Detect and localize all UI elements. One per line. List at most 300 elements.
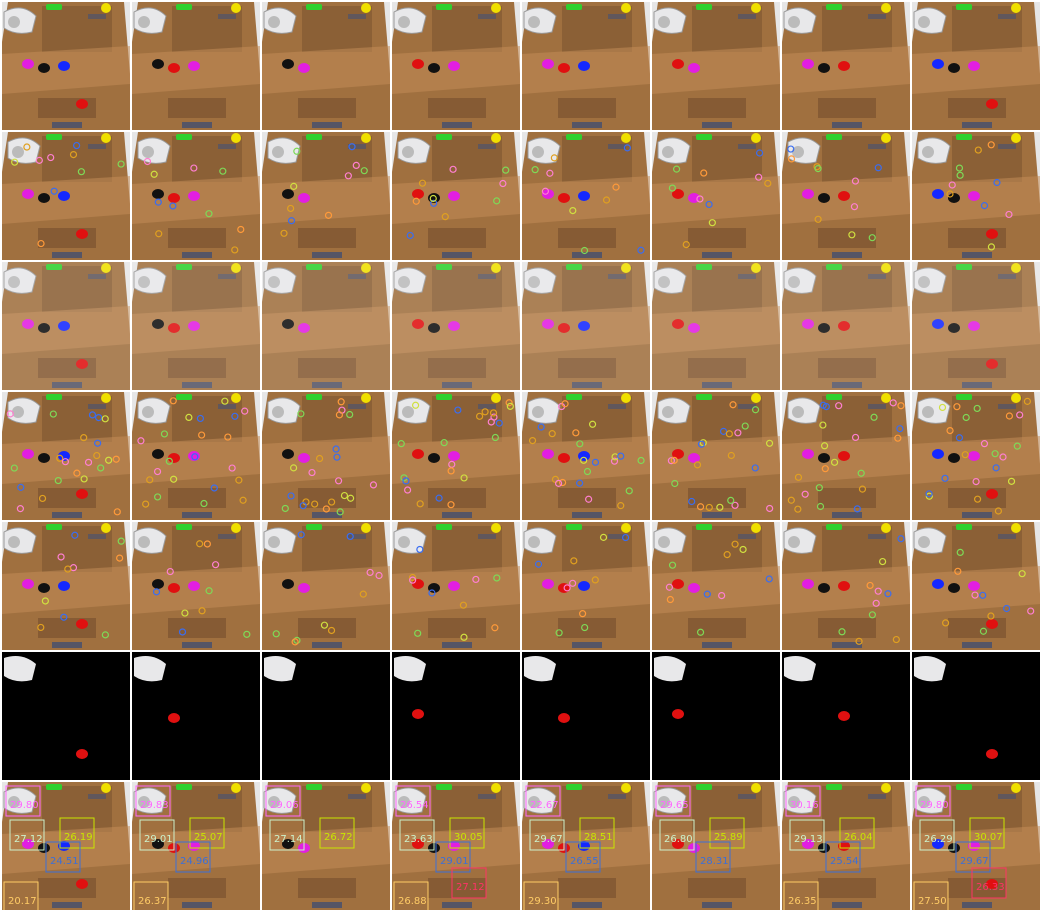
shelf-back <box>172 786 242 832</box>
shelf-handle <box>998 144 1016 149</box>
grid-tile <box>392 392 520 520</box>
black-object <box>282 189 294 199</box>
grid-tile <box>782 652 910 780</box>
grid-tile <box>132 262 260 390</box>
drawer <box>688 228 746 248</box>
magenta-object <box>802 449 814 459</box>
grid-tile <box>132 782 260 910</box>
magenta-object <box>448 451 460 461</box>
shelf-handle <box>738 794 756 799</box>
drawer <box>168 488 226 508</box>
robot-joint <box>398 536 410 548</box>
drawer <box>818 228 876 248</box>
magenta-object <box>802 189 814 199</box>
black-object <box>282 59 294 69</box>
blue-object <box>932 579 944 589</box>
robot-joint <box>658 16 670 28</box>
yellow-ball <box>491 523 501 533</box>
shelf-back <box>822 786 892 832</box>
robot-joint <box>8 536 20 548</box>
yellow-ball <box>231 783 241 793</box>
robot-joint <box>402 406 414 418</box>
grid-tile <box>392 522 520 650</box>
robot-joint <box>142 406 154 418</box>
shelf-back <box>42 6 112 52</box>
shelf-handle <box>218 534 236 539</box>
drawer-handle <box>312 252 342 258</box>
grid-tile <box>522 392 650 520</box>
green-marker <box>436 4 452 10</box>
green-marker <box>46 394 62 400</box>
drawer <box>168 228 226 248</box>
box-score-label: 29.67 <box>534 834 563 845</box>
drawer-handle <box>962 642 992 648</box>
shelf-handle <box>868 794 886 799</box>
grid-tile <box>262 392 390 520</box>
tile-image <box>392 262 520 390</box>
shelf-back <box>692 786 762 832</box>
drawer <box>38 98 96 118</box>
tile-image <box>912 392 1040 520</box>
grid-tile <box>782 782 910 910</box>
yellow-ball <box>491 3 501 13</box>
yellow-ball <box>751 523 761 533</box>
yellow-ball <box>361 783 371 793</box>
red-object <box>558 453 570 463</box>
tile-image <box>652 392 780 520</box>
black-object <box>38 453 50 463</box>
tile-image <box>652 652 780 780</box>
green-marker <box>956 394 972 400</box>
red-object <box>168 583 180 593</box>
drawer-handle <box>312 642 342 648</box>
drawer <box>38 488 96 508</box>
yellow-ball <box>361 393 371 403</box>
yellow-ball <box>101 393 111 403</box>
green-marker <box>436 134 452 140</box>
black-object <box>282 579 294 589</box>
tile-image <box>392 2 520 130</box>
green-marker <box>826 394 842 400</box>
grid-tile <box>392 132 520 260</box>
robot-joint <box>272 146 284 158</box>
box-score-label: 25.89 <box>714 832 743 843</box>
drawer-handle <box>312 902 342 908</box>
yellow-ball <box>101 783 111 793</box>
grid-tile <box>782 522 910 650</box>
drawer <box>558 228 616 248</box>
shelf-handle <box>88 404 106 409</box>
tile-image <box>262 262 390 390</box>
grid-tile <box>652 262 780 390</box>
robot-joint <box>788 16 800 28</box>
shelf-back <box>302 6 372 52</box>
drawer-handle <box>962 902 992 908</box>
yellow-ball <box>751 393 761 403</box>
black-object <box>818 193 830 203</box>
drawer <box>298 878 356 898</box>
drawer <box>38 878 96 898</box>
box-score-label: 30.05 <box>454 832 483 843</box>
shelf-handle <box>738 14 756 19</box>
grid-tile <box>2 132 130 260</box>
yellow-ball <box>101 133 111 143</box>
robot-joint <box>662 146 674 158</box>
red-object <box>168 63 180 73</box>
tile-image <box>262 132 390 260</box>
drawer-handle <box>702 512 732 518</box>
green-marker <box>176 394 192 400</box>
drawer-handle <box>702 902 732 908</box>
grid-tile <box>652 2 780 130</box>
shelf-handle <box>478 794 496 799</box>
tile-image <box>912 132 1040 260</box>
drawer-handle <box>962 252 992 258</box>
shelf-back <box>822 526 892 572</box>
green-marker <box>696 134 712 140</box>
box-score-label: 27.12 <box>456 882 485 893</box>
shelf-handle <box>348 144 366 149</box>
robot-joint <box>662 406 674 418</box>
drawer-handle <box>182 642 212 648</box>
red-object <box>672 709 684 719</box>
shelf-handle <box>348 404 366 409</box>
drawer <box>298 618 356 638</box>
blue-object <box>578 61 590 71</box>
render-overlay <box>2 262 130 390</box>
green-marker <box>306 4 322 10</box>
render-overlay <box>132 262 260 390</box>
grid-tile <box>132 132 260 260</box>
yellow-ball <box>1011 393 1021 403</box>
magenta-object <box>22 579 34 589</box>
grid-tile <box>132 2 260 130</box>
red-object <box>412 189 424 199</box>
robot-joint <box>8 16 20 28</box>
blue-object <box>58 191 70 201</box>
robot-joint <box>138 536 150 548</box>
blue-object <box>932 449 944 459</box>
yellow-ball <box>751 133 761 143</box>
green-marker <box>306 134 322 140</box>
drawer-handle <box>442 252 472 258</box>
grid-tile <box>782 262 910 390</box>
box-score-label: 30.16 <box>790 800 819 811</box>
drawer-handle <box>702 642 732 648</box>
shelf-back <box>172 396 242 442</box>
green-marker <box>46 784 62 790</box>
tile-image <box>392 392 520 520</box>
magenta-object <box>542 59 554 69</box>
tile-image <box>2 262 130 390</box>
drawer <box>168 618 226 638</box>
yellow-ball <box>881 133 891 143</box>
grid-tile <box>652 392 780 520</box>
drawer-handle <box>962 122 992 128</box>
tile-image <box>132 392 260 520</box>
yellow-ball <box>621 393 631 403</box>
render-overlay <box>392 262 520 390</box>
shelf-back <box>172 136 242 182</box>
drawer-handle <box>182 122 212 128</box>
black-object <box>818 583 830 593</box>
red-object <box>412 449 424 459</box>
magenta-object <box>448 581 460 591</box>
green-marker <box>46 134 62 140</box>
red-object <box>168 193 180 203</box>
drawer <box>818 98 876 118</box>
green-marker <box>436 784 452 790</box>
shelf-back <box>952 396 1022 442</box>
drawer <box>298 98 356 118</box>
red-object <box>672 59 684 69</box>
red-object <box>76 879 88 889</box>
shelf-handle <box>868 144 886 149</box>
tile-image <box>782 132 910 260</box>
shelf-handle <box>348 534 366 539</box>
robot-joint <box>268 536 280 548</box>
grid-tile <box>262 522 390 650</box>
blue-object <box>578 581 590 591</box>
shelf-handle <box>218 404 236 409</box>
green-marker <box>46 4 62 10</box>
shelf-handle <box>998 534 1016 539</box>
magenta-object <box>802 59 814 69</box>
yellow-ball <box>231 393 241 403</box>
shelf-handle <box>478 404 496 409</box>
box-score-label: 20.17 <box>8 896 37 907</box>
blue-object <box>58 61 70 71</box>
green-marker <box>956 134 972 140</box>
green-marker <box>696 394 712 400</box>
yellow-ball <box>101 3 111 13</box>
robot-joint <box>532 406 544 418</box>
blue-object <box>578 191 590 201</box>
tile-image <box>782 392 910 520</box>
black-object <box>948 63 960 73</box>
grid-tile <box>782 2 910 130</box>
drawer-handle <box>962 512 992 518</box>
drawer <box>948 488 1006 508</box>
yellow-ball <box>101 523 111 533</box>
box-score-label: 27.12 <box>14 834 43 845</box>
tile-image <box>2 522 130 650</box>
shelf-back <box>692 6 762 52</box>
magenta-object <box>22 189 34 199</box>
tile-image <box>2 132 130 260</box>
grid-tile <box>522 522 650 650</box>
grid-tile <box>652 132 780 260</box>
grid-tile <box>2 652 130 780</box>
box-score-label: 24.51 <box>50 856 79 867</box>
drawer-handle <box>182 512 212 518</box>
black-object <box>152 189 164 199</box>
robot-joint <box>138 16 150 28</box>
grid-tile <box>522 2 650 130</box>
tile-image <box>782 262 910 390</box>
box-score-label: 26.29 <box>924 834 953 845</box>
box-score-label: 29.13 <box>794 834 823 845</box>
yellow-ball <box>881 783 891 793</box>
drawer <box>168 98 226 118</box>
tile-image <box>392 132 520 260</box>
tile-image <box>132 262 260 390</box>
green-marker <box>306 784 322 790</box>
grid-tile <box>912 652 1040 780</box>
drawer-handle <box>442 122 472 128</box>
shelf-handle <box>608 794 626 799</box>
red-object <box>76 489 88 499</box>
grid-tile <box>132 522 260 650</box>
render-overlay <box>522 262 650 390</box>
black-object <box>818 63 830 73</box>
robot-joint <box>402 146 414 158</box>
box-score-label: 25.54 <box>830 856 859 867</box>
drawer-handle <box>702 122 732 128</box>
red-object <box>558 713 570 723</box>
green-marker <box>696 524 712 530</box>
drawer <box>168 878 226 898</box>
drawer <box>948 618 1006 638</box>
green-marker <box>436 394 452 400</box>
magenta-object <box>542 449 554 459</box>
yellow-ball <box>621 783 631 793</box>
tile-image <box>522 652 650 780</box>
magenta-object <box>22 449 34 459</box>
shelf-handle <box>218 14 236 19</box>
drawer <box>688 488 746 508</box>
green-marker <box>566 784 582 790</box>
red-object <box>838 61 850 71</box>
drawer <box>558 98 616 118</box>
shelf-back <box>952 786 1022 832</box>
box-score-label: 26.80 <box>664 834 693 845</box>
robot-joint <box>12 406 24 418</box>
box-score-label: 29.67 <box>960 856 989 867</box>
red-object <box>838 711 850 721</box>
shelf-back <box>562 136 632 182</box>
robot-joint <box>12 146 24 158</box>
box-score-label: 29.01 <box>440 856 469 867</box>
grid-tile <box>782 132 910 260</box>
drawer-handle <box>702 252 732 258</box>
shelf-handle <box>478 144 496 149</box>
black-object <box>428 63 440 73</box>
tile-image <box>262 522 390 650</box>
shelf-handle <box>608 14 626 19</box>
blue-object <box>932 189 944 199</box>
magenta-object <box>188 191 200 201</box>
magenta-object <box>298 63 310 73</box>
green-marker <box>826 4 842 10</box>
grid-tile <box>522 262 650 390</box>
robot-joint <box>918 16 930 28</box>
grid-tile <box>262 2 390 130</box>
drawer-handle <box>832 902 862 908</box>
red-object <box>76 229 88 239</box>
shelf-handle <box>738 144 756 149</box>
yellow-ball <box>621 523 631 533</box>
red-object <box>412 59 424 69</box>
green-marker <box>956 4 972 10</box>
drawer <box>38 228 96 248</box>
yellow-ball <box>621 133 631 143</box>
box-score-label: 26.55 <box>570 856 599 867</box>
robot-joint <box>918 536 930 548</box>
shelf-back <box>172 6 242 52</box>
shelf-back <box>692 526 762 572</box>
blue-object <box>578 451 590 461</box>
tile-image <box>392 652 520 780</box>
grid-tile <box>912 392 1040 520</box>
green-marker <box>826 524 842 530</box>
green-marker <box>566 524 582 530</box>
yellow-ball <box>621 3 631 13</box>
box-score-label: 28.31 <box>700 856 729 867</box>
red-object <box>838 451 850 461</box>
render-overlay <box>652 262 780 390</box>
red-object <box>558 193 570 203</box>
drawer-handle <box>52 642 82 648</box>
grid-tile <box>132 652 260 780</box>
yellow-ball <box>361 133 371 143</box>
shelf-handle <box>478 534 496 539</box>
tile-image <box>912 522 1040 650</box>
shelf-back <box>432 6 502 52</box>
black-object <box>282 449 294 459</box>
grid-tile <box>132 392 260 520</box>
black-object <box>152 579 164 589</box>
box-score-label: 29.83 <box>140 800 169 811</box>
drawer-handle <box>572 122 602 128</box>
box-score-label: 29.65 <box>660 800 689 811</box>
box-score-label: 22.67 <box>530 800 559 811</box>
shelf-handle <box>738 534 756 539</box>
drawer <box>688 618 746 638</box>
drawer-handle <box>52 512 82 518</box>
magenta-object <box>688 583 700 593</box>
shelf-back <box>302 396 372 442</box>
green-marker <box>826 784 842 790</box>
box-score-label: 29.06 <box>270 800 299 811</box>
drawer <box>428 618 486 638</box>
red-object <box>76 619 88 629</box>
shelf-back <box>562 6 632 52</box>
blue-object <box>58 581 70 591</box>
box-score-label: 29.30 <box>528 896 557 907</box>
red-object <box>838 191 850 201</box>
drawer-handle <box>442 902 472 908</box>
red-object <box>76 749 88 759</box>
tile-image <box>2 2 130 130</box>
shelf-handle <box>868 14 886 19</box>
black-object <box>818 453 830 463</box>
yellow-ball <box>491 783 501 793</box>
black-object <box>948 193 960 203</box>
shelf-back <box>302 136 372 182</box>
magenta-object <box>968 61 980 71</box>
tile-image <box>652 2 780 130</box>
shelf-handle <box>348 14 366 19</box>
robot-joint <box>792 406 804 418</box>
shelf-handle <box>868 404 886 409</box>
tile-image <box>652 132 780 260</box>
box-score-label: 28.51 <box>584 832 613 843</box>
magenta-object <box>448 61 460 71</box>
grid-tile <box>652 652 780 780</box>
shelf-handle <box>868 534 886 539</box>
robot-joint <box>658 536 670 548</box>
